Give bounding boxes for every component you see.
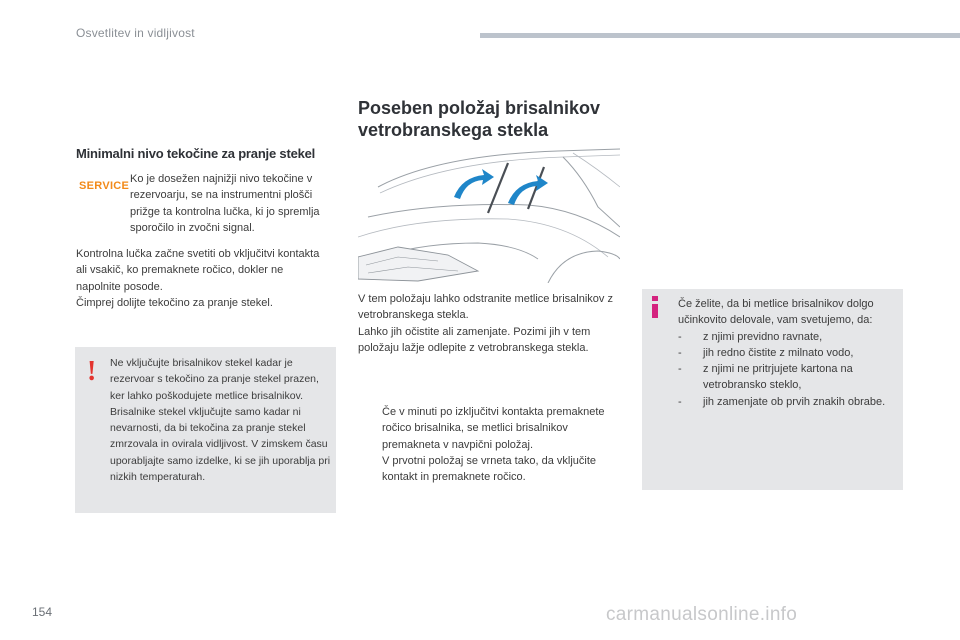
info-text	[678, 296, 900, 410]
windscreen-wiper-illustration	[358, 147, 620, 283]
tip-text: z njimi ne pritrjujete kartona na vetrobransko steklo,	[703, 363, 853, 392]
bullet-marker-icon	[358, 453, 382, 486]
page-number: 154	[32, 605, 53, 619]
tip-list	[678, 329, 900, 410]
bullet-text: Če v minuti po izključitvi kontakta premaknete ročico brisalnika, se metlici brisalnikov premakneta v navpični položaj.	[382, 406, 605, 451]
list-item	[678, 394, 900, 410]
wiper-text-1: V tem položaju lahko odstranite metlice brisalnikov z vetrobranskega stekla.	[358, 293, 613, 322]
wiper-section-title	[358, 97, 600, 141]
tip-dash: -	[678, 395, 682, 408]
bullet-text: V prvotni položaj se vrneta tako, da vključite kontakt in premaknete ročico.	[382, 454, 597, 484]
wiper-description	[358, 291, 628, 356]
tip-text: z njimi previdno ravnate,	[703, 330, 823, 343]
tip-dash: -	[678, 346, 682, 359]
tip-text: jih redno čistite z milnato vodo,	[703, 346, 854, 359]
washer-section-title: Minimalni nivo tekočine za pranje stekel	[76, 146, 316, 161]
tip-text: jih zamenjate ob prvih znakih obrabe.	[703, 395, 886, 408]
tip-dash: -	[678, 330, 682, 343]
service-description: Ko je dosežen najnižji nivo tekočine v rezervoarju, se na instrumentni plošči prižge ta kontrolna lučka, ki jo spremlja sporočilo in zvočni signal.	[130, 173, 320, 234]
list-item	[678, 345, 900, 361]
wiper-text-2: Lahko jih očistite ali zamenjate. Pozimi jih v tem položaju lažje odlepite z vetrobranskega stekla.	[358, 325, 591, 354]
list-item	[678, 361, 900, 394]
page-header-title: Osvetlitev in vidljivost	[76, 26, 195, 40]
warning-exclamation-icon: !	[87, 356, 97, 387]
tip-dash: -	[678, 363, 682, 376]
indicator-text-1: Kontrolna lučka začne svetiti ob vključitvi kontakta ali vsakič, ko premaknete ročico, dokler ne napolnite posode.	[76, 248, 320, 293]
wiper-title-line-2: vetrobranskega stekla	[358, 120, 549, 140]
service-warning-light-icon: SERVICE	[79, 180, 130, 192]
warning-text-1: Ne vključujte brisalnikov stekel kadar je rezervoar s tekočino za pranje stekel prazen, ker lahko poškodujete metlice brisalnikov.	[110, 357, 319, 402]
list-item	[358, 404, 628, 453]
wiper-bullet-list	[358, 404, 628, 485]
watermark: carmanualsonline.info	[606, 604, 798, 625]
indicator-description	[76, 246, 326, 311]
list-item	[358, 453, 628, 486]
list-item	[678, 329, 900, 345]
warning-text-2: Brisalnike stekel vključujte samo kadar ni nevarnosti, da bi tekočina za pranje stekel zmrzovala in ovirala vidljivost. V zimskem času uporabljajte samo izdelke, ki se jih uporablja pri nizkih temperaturah.	[110, 405, 331, 484]
bullet-marker-icon	[358, 404, 382, 453]
header-divider-bar	[480, 33, 960, 38]
wiper-title-line-1: Poseben položaj brisalnikov	[358, 98, 601, 118]
warning-text	[110, 355, 332, 485]
info-icon	[650, 296, 660, 318]
indicator-text-2: Čimprej dolijte tekočino za pranje stekel.	[76, 296, 273, 309]
info-intro: Če želite, da bi metlice brisalnikov dolgo učinkovito delovale, vam svetujemo, da:	[678, 298, 874, 327]
